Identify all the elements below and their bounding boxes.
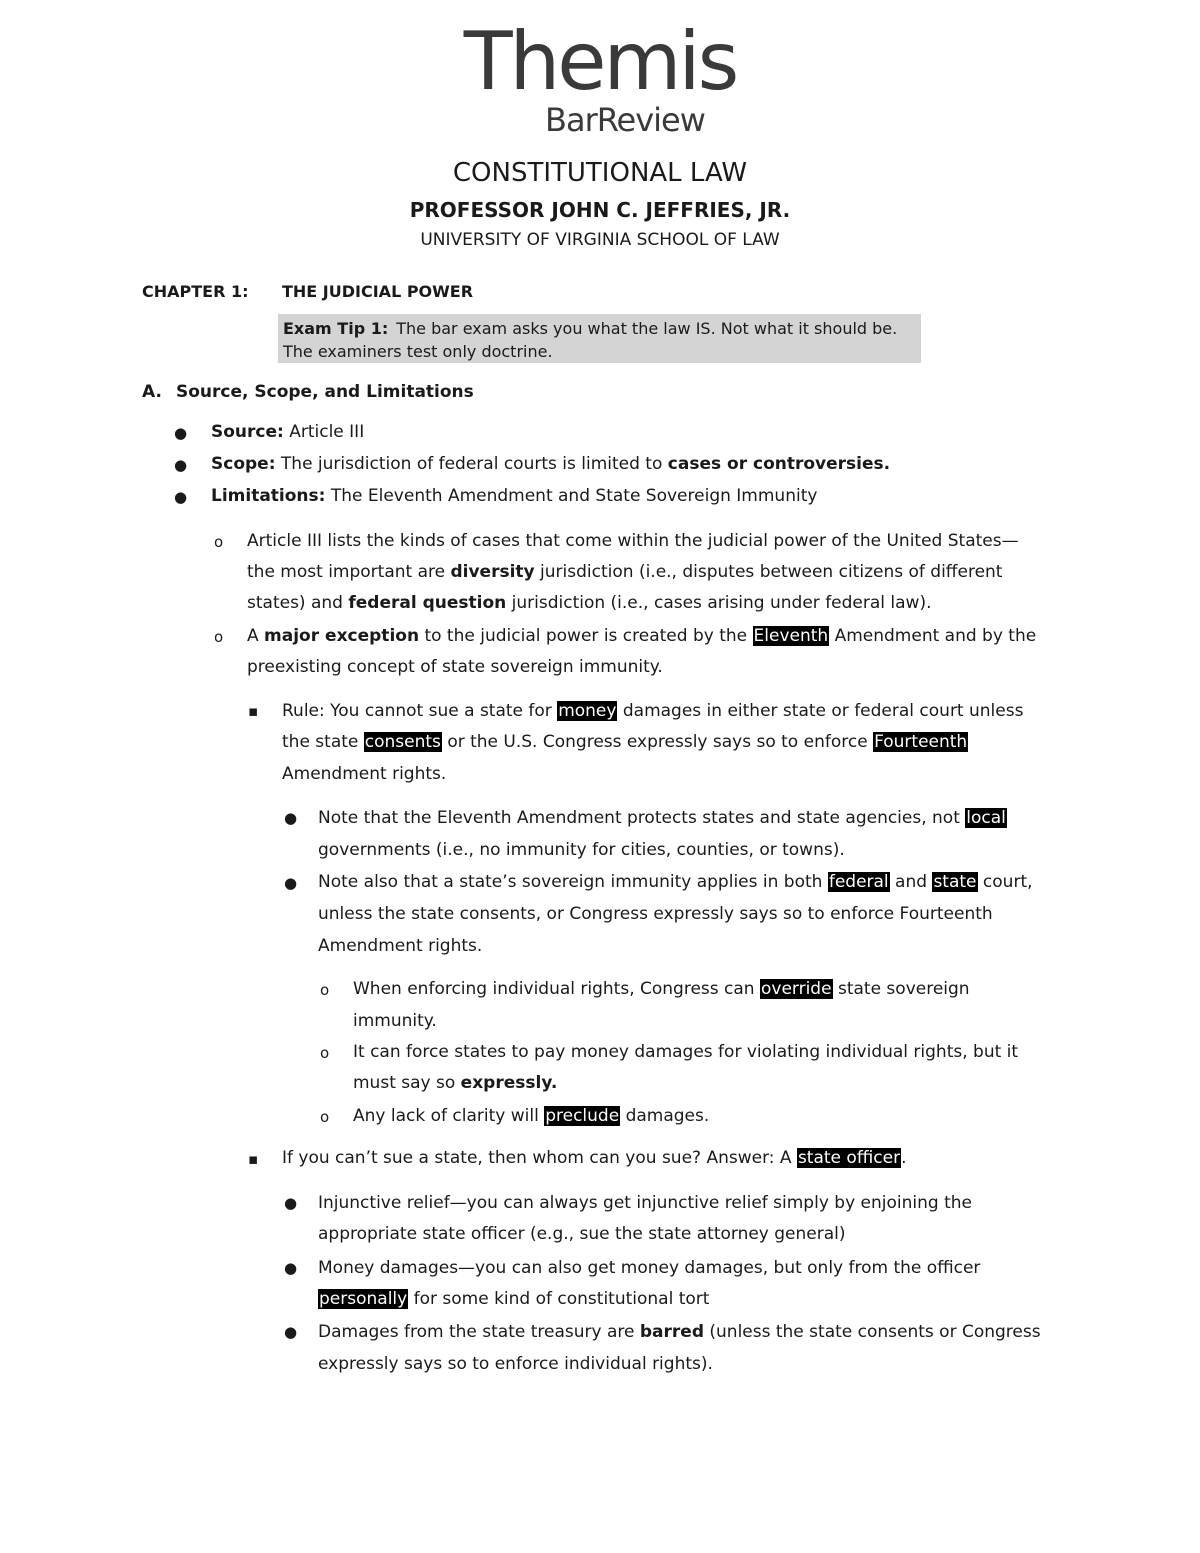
- document-title: CONSTITUTIONAL LAW: [452, 158, 748, 188]
- chapter-title: THE JUDICIAL POWER: [282, 282, 474, 301]
- school-name: UNIVERSITY OF VIRGINIA SCHOOL OF LAW: [420, 230, 780, 250]
- bullet-circle-icon: o: [320, 981, 330, 999]
- text-line: the most important are diversity jurisdiction (i.e., disputes between citizens of different: [247, 562, 1003, 582]
- bullet-dot-icon: ●: [284, 874, 298, 892]
- text-line: immunity.: [353, 1011, 437, 1031]
- bullet-dot-icon: ●: [284, 809, 298, 827]
- redacted-term: override: [760, 979, 832, 999]
- text-line: expressly says so to enforce individual rights).: [318, 1354, 713, 1374]
- text-line: appropriate state officer (e.g., sue the state attorney general): [318, 1224, 846, 1244]
- bullet-dot-icon: ●: [174, 456, 188, 474]
- text-line: Rule: You cannot sue a state for money damages in either state or federal court unless: [282, 701, 1024, 721]
- text-line: must say so expressly.: [353, 1073, 558, 1093]
- bullet-dot-icon: ●: [284, 1194, 298, 1212]
- bullet-circle-icon: o: [320, 1108, 330, 1126]
- section-title: Source, Scope, and Limitations: [176, 382, 474, 402]
- text-line: When enforcing individual rights, Congress can override state sovereign: [353, 979, 970, 999]
- chapter-number: CHAPTER 1:: [142, 282, 249, 301]
- text-line: personally for some kind of constitutional tort: [319, 1289, 710, 1309]
- exam-tip-line2: The examiners test only doctrine.: [283, 342, 553, 361]
- text-line: Any lack of clarity will preclude damages.: [353, 1106, 710, 1126]
- list-item-limitations: Limitations: The Eleventh Amendment and State Sovereign Immunity: [211, 486, 818, 506]
- redacted-term: local: [966, 808, 1006, 828]
- list-item-source: Source: Article III: [211, 422, 365, 442]
- redacted-term: Fourteenth: [874, 732, 968, 752]
- bullet-dot-icon: ●: [174, 488, 188, 506]
- text-line: Note also that a state’s sovereign immunity applies in both federal and state court,: [318, 872, 1033, 892]
- redacted-term: preclude: [545, 1106, 620, 1126]
- bullet-dot-icon: ●: [284, 1323, 298, 1341]
- text-line: the state consents or the U.S. Congress expressly says so to enforce Fourteenth: [282, 732, 968, 752]
- logo-tagline: BarReview: [545, 101, 705, 139]
- text-line: If you can’t sue a state, then whom can you sue? Answer: A state officer.: [282, 1148, 907, 1168]
- professor-name: PROFESSOR JOHN C. JEFFRIES, JR.: [409, 198, 791, 222]
- text-line: A major exception to the judicial power is created by the Eleventh Amendment and by the: [247, 626, 1037, 646]
- exam-tip-label: Exam Tip 1:: [283, 319, 389, 338]
- bullet-circle-icon: o: [214, 533, 224, 551]
- redacted-term: personally: [319, 1289, 408, 1309]
- text-line: Damages from the state treasury are barred (unless the state consents or Congress: [318, 1322, 1041, 1342]
- exam-tip-line1: The bar exam asks you what the law IS. Not what it should be.: [396, 319, 898, 338]
- redacted-term: state officer: [797, 1148, 901, 1168]
- redacted-term: consents: [364, 732, 441, 752]
- bullet-square-icon: ▪: [248, 1150, 259, 1168]
- exam-tip-box: [278, 314, 921, 363]
- section-heading: [142, 382, 474, 402]
- bullet-dot-icon: ●: [284, 1259, 298, 1277]
- bullet-circle-icon: o: [320, 1044, 330, 1062]
- redacted-term: state: [933, 872, 977, 892]
- text-line: unless the state consents, or Congress expressly says so to enforce Fourteenth: [318, 904, 993, 924]
- logo-themis: Themis: [463, 15, 737, 108]
- bullet-circle-icon: o: [214, 628, 224, 646]
- redacted-term: money: [558, 701, 617, 721]
- text-line: preexisting concept of state sovereign immunity.: [247, 657, 663, 677]
- bullet-dot-icon: ●: [174, 424, 188, 442]
- text-line: Article III lists the kinds of cases that come within the judicial power of the United States—: [247, 531, 1019, 551]
- redacted-term: federal: [828, 872, 889, 892]
- text-line: states) and federal question jurisdiction (i.e., cases arising under federal law).: [247, 593, 932, 613]
- section-letter: A.: [142, 382, 162, 402]
- bullet-square-icon: ▪: [248, 702, 259, 720]
- text-line: Injunctive relief—you can always get injunctive relief simply by enjoining the: [318, 1193, 972, 1213]
- text-line: governments (i.e., no immunity for cities, counties, or towns).: [318, 840, 845, 860]
- text-line: Money damages—you can also get money damages, but only from the officer: [318, 1258, 981, 1278]
- redacted-term: Eleventh: [753, 626, 829, 646]
- text-line: Note that the Eleventh Amendment protects states and state agencies, not local: [318, 808, 1006, 828]
- text-line: Amendment rights.: [318, 936, 483, 956]
- text-line: Amendment rights.: [282, 764, 447, 784]
- text-line: It can force states to pay money damages for violating individual rights, but it: [353, 1042, 1019, 1062]
- list-item-scope: Scope: The jurisdiction of federal courts is limited to cases or controversies.: [211, 454, 891, 474]
